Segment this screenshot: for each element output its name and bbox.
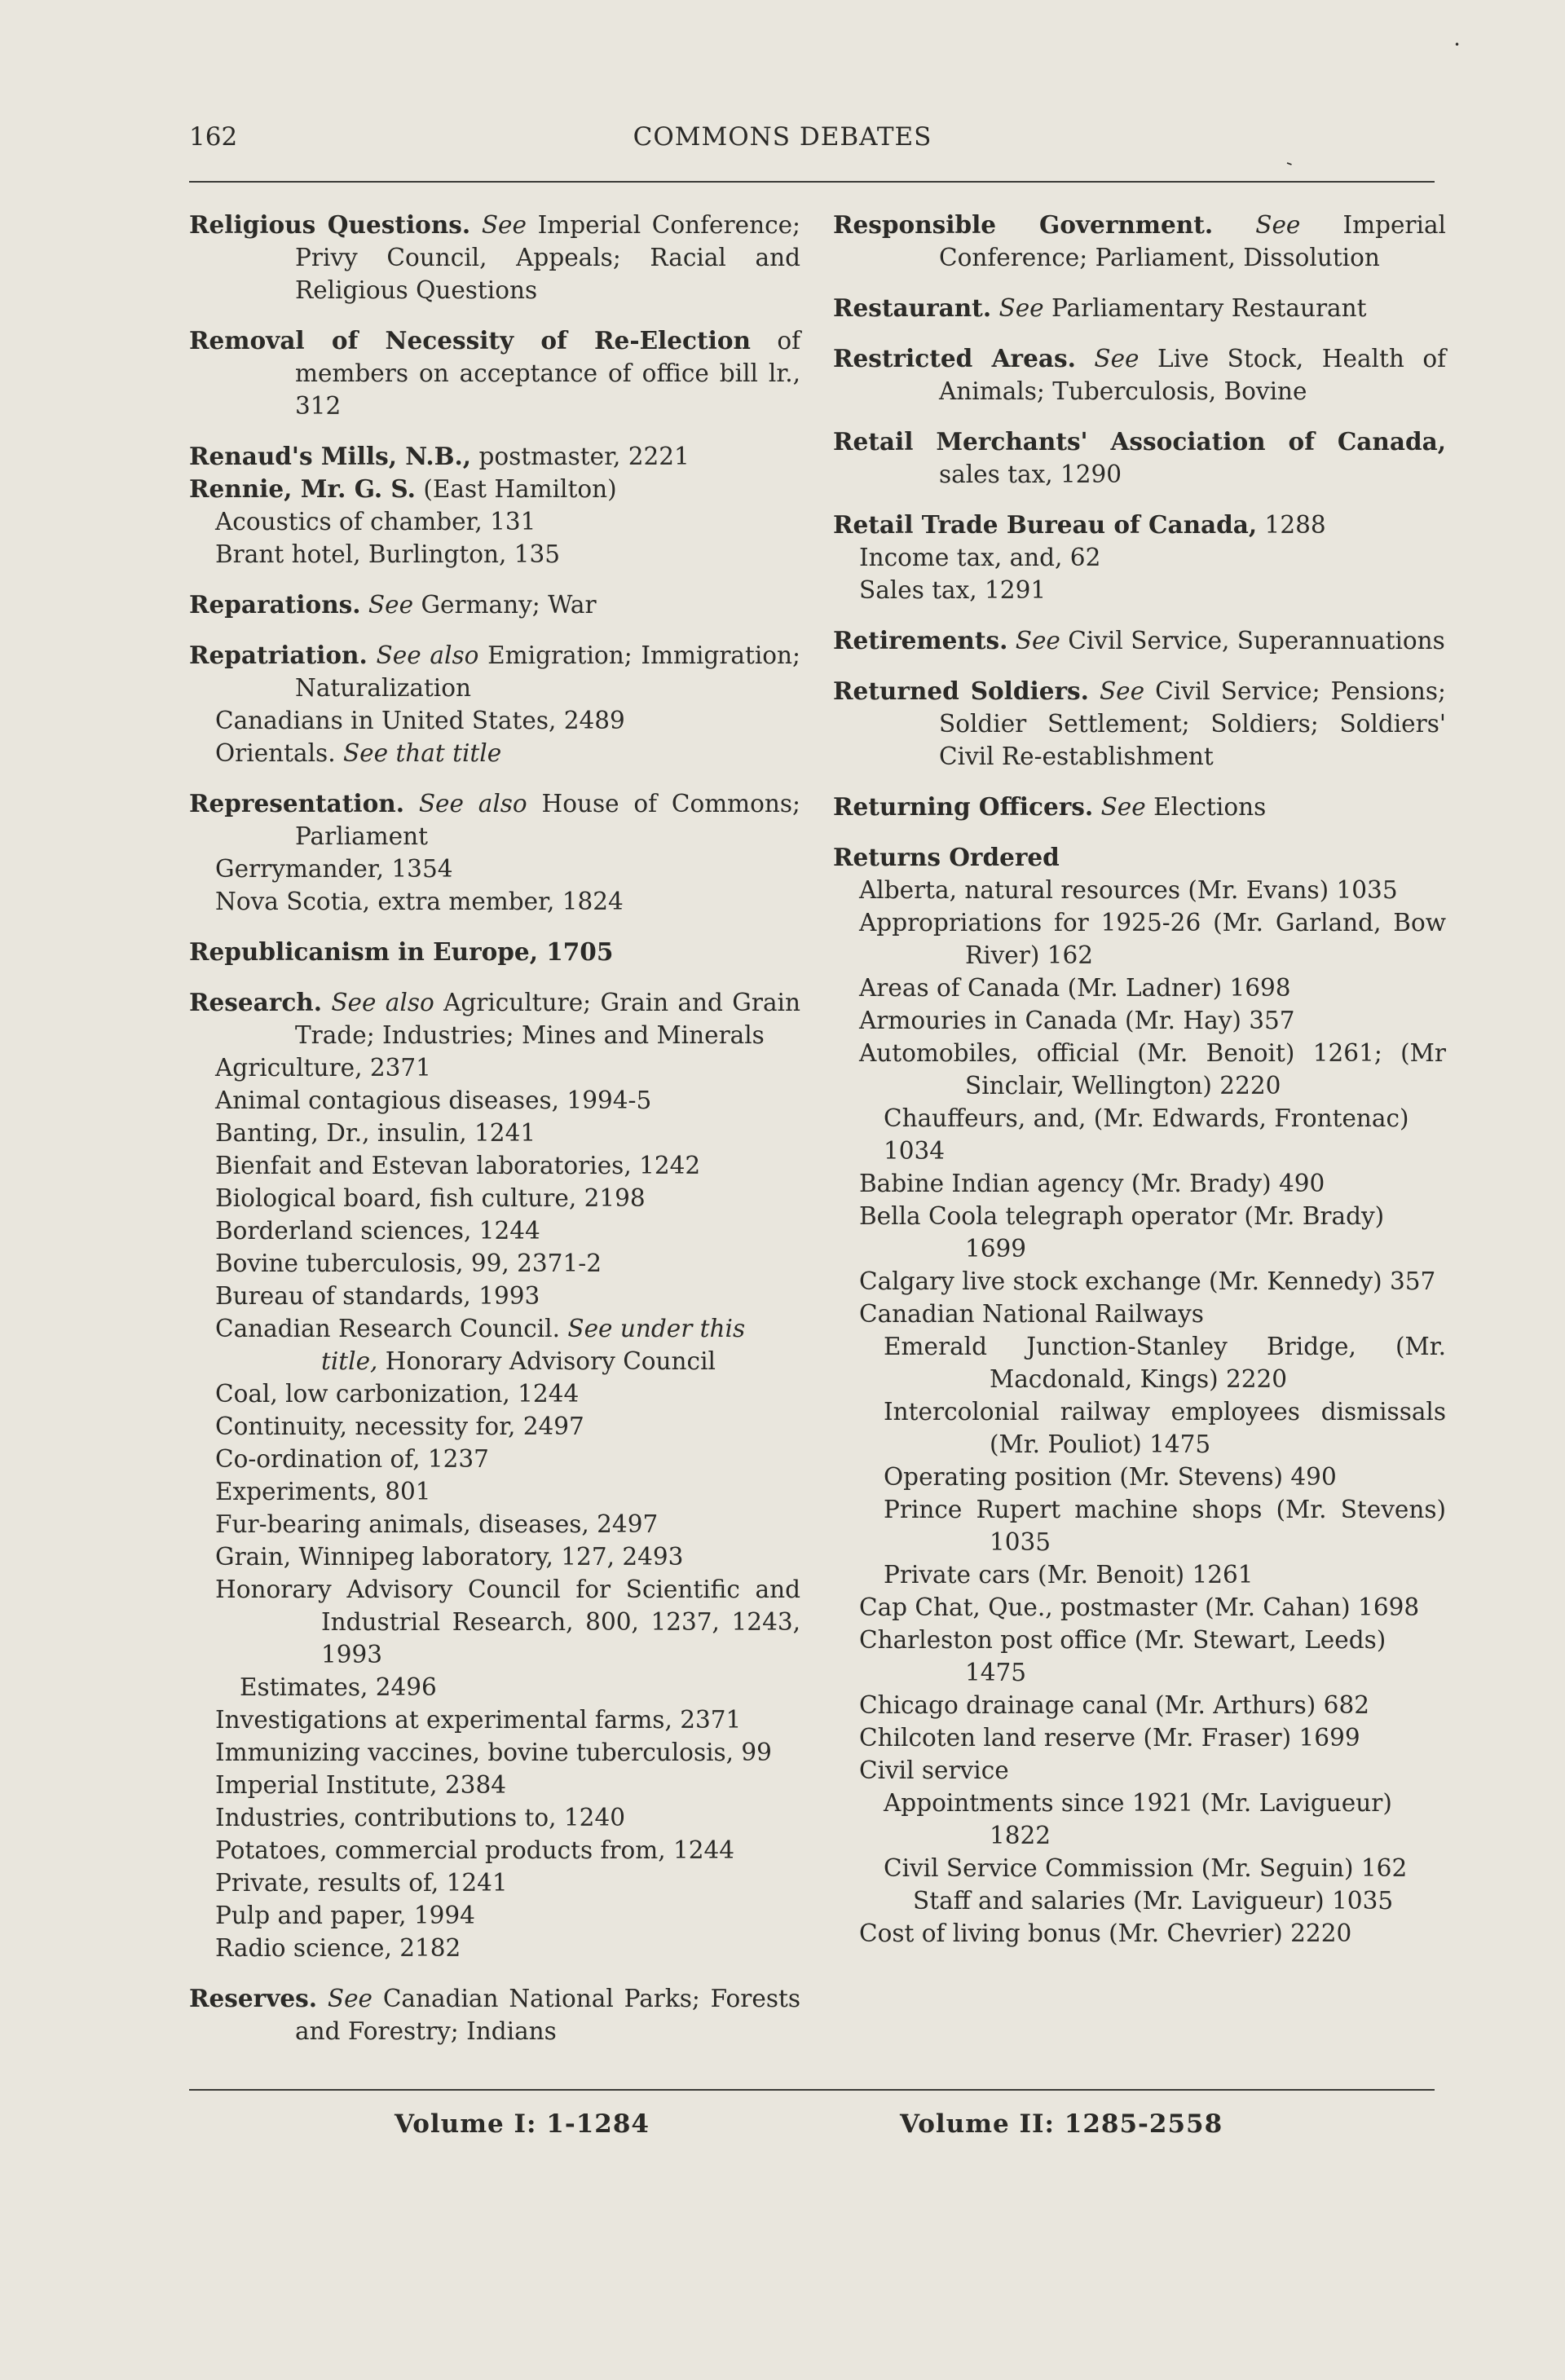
subentry: Honorary Advisory Council for Scientific and Industrial Research, 800, 1237, 1243, 1993 — [215, 1576, 800, 1668]
entry-rennie: Rennie, Mr. G. S. (East Hamilton) — [189, 474, 617, 503]
subentry: Animal contagious diseases, 1994-5 — [215, 1086, 652, 1114]
ink-dot: • — [1454, 39, 1461, 51]
entry-returns-ordered: Returns Ordered — [833, 843, 1060, 871]
subentry: Staff and salaries (Mr. Lavigueur) 1035 — [913, 1887, 1394, 1915]
subentry: Babine Indian agency (Mr. Brady) 490 — [859, 1170, 1325, 1197]
volume-2-label: Volume II: 1285-2558 — [900, 2109, 1223, 2139]
subentry: Bovine tuberculosis, 99, 2371-2 — [215, 1250, 602, 1277]
subentry: Radio science, 2182 — [215, 1934, 461, 1962]
entry-repatriation: Repatriation. See also Emigration; Immigration; Naturalization — [189, 641, 800, 702]
entry-returned-soldiers: Returned Soldiers. See Civil Service; Pensions; Soldier Settlement; Soldiers; Soldiers' Civil Re-establishment — [833, 677, 1446, 770]
subentry: Canadians in United States, 2489 — [215, 707, 625, 734]
entry-reserves: Reserves. See Canadian National Parks; Forests and Forestry; Indians — [189, 1984, 800, 2045]
entry-retail-trade: Retail Trade Bureau of Canada, 1288 — [833, 510, 1326, 539]
subentry: Automobiles, official (Mr. Benoit) 1261; (Mr Sinclair, Wellington) 2220 — [859, 1039, 1446, 1100]
entry-reparations: Reparations. See Germany; War — [189, 590, 597, 619]
left-column — [189, 209, 800, 2047]
entry-returning-officers: Returning Officers. See Elections — [833, 792, 1267, 821]
subentry: Borderland sciences, 1244 — [215, 1217, 540, 1245]
entry-restricted-areas: Restricted Areas. See Live Stock, Health of Animals; Tuberculosis, Bovine — [833, 344, 1446, 405]
entry-renaud: Renaud's Mills, N.B., postmaster, 2221 — [189, 442, 690, 470]
subentry: Bella Coola telegraph operator (Mr. Brady) 1699 — [859, 1202, 1385, 1263]
subentry: Coal, low carbonization, 1244 — [215, 1380, 580, 1408]
page-number: 162 — [189, 122, 238, 152]
entry-research: Research. See also Agriculture; Grain and Grain Trade; Industries; Mines and Minerals — [189, 988, 800, 1049]
subentry: Operating position (Mr. Stevens) 490 — [884, 1463, 1337, 1491]
subentry: Bureau of standards, 1993 — [215, 1282, 540, 1310]
subentry: Grain, Winnipeg laboratory, 127, 2493 — [215, 1543, 684, 1571]
subentry: Gerrymander, 1354 — [215, 855, 453, 883]
subentry: Pulp and paper, 1994 — [215, 1902, 475, 1929]
subentry: Co-ordination of, 1237 — [215, 1445, 489, 1473]
subentry: Cost of living bonus (Mr. Chevrier) 2220 — [859, 1919, 1352, 1947]
subentry: Nova Scotia, extra member, 1824 — [215, 888, 624, 915]
header-rule — [189, 181, 1435, 183]
subentry: Continuity, necessity for, 2497 — [215, 1413, 584, 1440]
subentry: Alberta, natural resources (Mr. Evans) 1035 — [859, 876, 1398, 904]
entry-retirements: Retirements. See Civil Service, Superannuations — [833, 626, 1445, 654]
subentry: Civil Service Commission (Mr. Seguin) 162 — [884, 1854, 1408, 1882]
subentry: Brant hotel, Burlington, 135 — [215, 540, 561, 568]
subentry: Immunizing vaccines, bovine tuberculosis, 99 — [215, 1739, 772, 1766]
subentry: Prince Rupert machine shops (Mr. Stevens) 1035 — [884, 1496, 1446, 1556]
subentry: Armouries in Canada (Mr. Hay) 357 — [859, 1007, 1295, 1034]
subentry: Fur-bearing animals, diseases, 2497 — [215, 1510, 659, 1538]
subentry: Cap Chat, Que., postmaster (Mr. Cahan) 1698 — [859, 1593, 1420, 1621]
subentry: Agriculture, 2371 — [215, 1054, 431, 1082]
subentry: Appropriations for 1925-26 (Mr. Garland, Bow River) 162 — [859, 909, 1446, 969]
subentry: Charleston post office (Mr. Stewart, Leeds) 1475 — [859, 1626, 1386, 1686]
subentry: Acoustics of chamber, 131 — [215, 508, 536, 536]
entry-removal: Removal of Necessity of Re-Election of members on acceptance of office bill lr., 312 — [189, 326, 800, 420]
subentry: Areas of Canada (Mr. Ladner) 1698 — [859, 974, 1291, 1002]
subentry: Private, results of, 1241 — [215, 1869, 508, 1897]
subentry: Potatoes, commercial products from, 1244 — [215, 1836, 735, 1864]
subentry: Banting, Dr., insulin, 1241 — [215, 1119, 536, 1147]
entry-restaurant: Restaurant. See Parliamentary Restaurant — [833, 293, 1367, 322]
entry-representation: Representation. See also House of Commons; Parliament — [189, 789, 800, 850]
subentry: Chicago drainage canal (Mr. Arthurs) 682 — [859, 1691, 1369, 1719]
subentry: Sales tax, 1291 — [859, 576, 1047, 604]
subentry: Calgary live stock exchange (Mr. Kennedy) 357 — [859, 1267, 1436, 1295]
subentry: Biological board, fish culture, 2198 — [215, 1184, 646, 1212]
subentry: Bienfait and Estevan laboratories, 1242 — [215, 1152, 701, 1179]
right-column — [833, 209, 1446, 1950]
entry-religious-questions: Religious Questions. See Imperial Conference; Privy Council, Appeals; Racial and Religious Questions — [189, 210, 800, 304]
subentry: Intercolonial railway employees dismissals (Mr. Pouliot) 1475 — [884, 1398, 1446, 1458]
entry-republicanism: Republicanism in Europe, 1705 — [189, 937, 614, 966]
subentry: Canadian Research Council. See under this title, Honorary Advisory Council — [215, 1315, 746, 1375]
subentry: Estimates, 2496 — [240, 1673, 437, 1701]
page-title: COMMONS DEBATES — [633, 122, 932, 152]
subentry: Industries, contributions to, 1240 — [215, 1804, 625, 1831]
subentry: Investigations at experimental farms, 2371 — [215, 1706, 742, 1734]
subentry: Emerald Junction-Stanley Bridge, (Mr. Macdonald, Kings) 2220 — [884, 1333, 1446, 1393]
subentry: Chauffeurs, and, (Mr. Edwards, Frontenac) 1034 — [884, 1104, 1409, 1165]
subentry: Civil service — [859, 1756, 1009, 1784]
subentry: Imperial Institute, 2384 — [215, 1771, 506, 1799]
entry-responsible-government: Responsible Government. See Imperial Conference; Parliament, Dissolution — [833, 210, 1446, 271]
volume-1-label: Volume I: 1-1284 — [395, 2109, 650, 2139]
subentry: Income tax, and, 62 — [859, 544, 1101, 571]
subentry: Canadian National Railways — [859, 1300, 1204, 1328]
subentry: Chilcoten land reserve (Mr. Fraser) 1699 — [859, 1724, 1360, 1752]
entry-retail-merchants: Retail Merchants' Association of Canada, sales tax, 1290 — [833, 427, 1446, 488]
subentry: Experiments, 801 — [215, 1478, 431, 1505]
stray-mark: ‐ — [1282, 152, 1296, 174]
subentry: Private cars (Mr. Benoit) 1261 — [884, 1561, 1254, 1589]
subentry: Appointments since 1921 (Mr. Lavigueur) 1822 — [884, 1789, 1392, 1849]
footer-rule — [189, 2089, 1435, 2091]
subentry: Orientals. See that title — [215, 739, 502, 767]
